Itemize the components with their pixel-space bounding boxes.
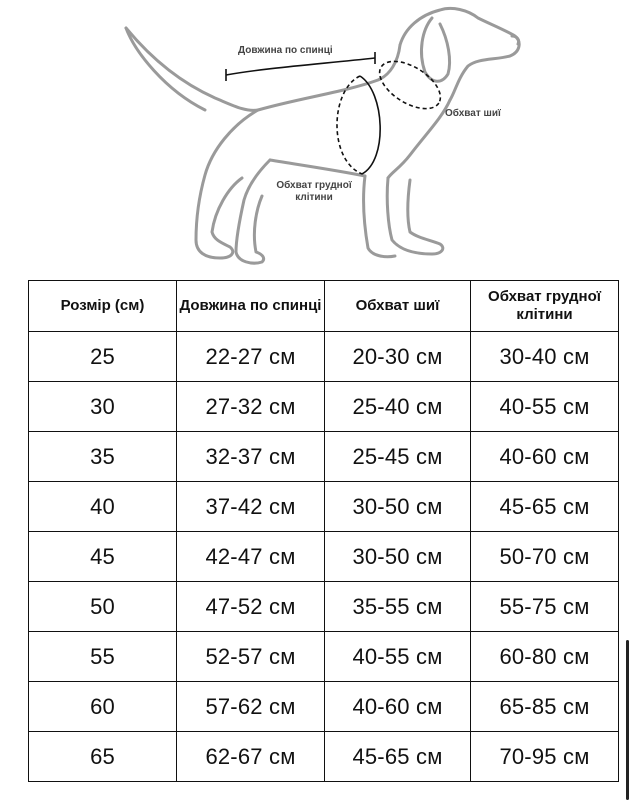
scrollbar-thumb[interactable] bbox=[626, 640, 629, 800]
cell-neck: 25-45 см bbox=[325, 432, 471, 482]
cell-neck: 45-65 см bbox=[325, 732, 471, 782]
cell-neck: 25-40 см bbox=[325, 382, 471, 432]
cell-chest: 45-65 см bbox=[471, 482, 619, 532]
cell-back-length: 22-27 см bbox=[177, 332, 325, 382]
cell-neck: 20-30 см bbox=[325, 332, 471, 382]
header-back-length: Довжина по спинці bbox=[177, 281, 325, 332]
cell-chest: 30-40 см bbox=[471, 332, 619, 382]
cell-neck: 30-50 см bbox=[325, 532, 471, 582]
table-row bbox=[29, 332, 619, 382]
header-size: Розмір (см) bbox=[29, 281, 177, 332]
header-chest: Обхват грудної клітини bbox=[471, 281, 619, 332]
cell-chest: 65-85 см bbox=[471, 682, 619, 732]
cell-size: 45 bbox=[29, 532, 177, 582]
table-row bbox=[29, 582, 619, 632]
cell-size: 30 bbox=[29, 382, 177, 432]
dog-outline-icon bbox=[0, 0, 635, 275]
cell-back-length: 42-47 см bbox=[177, 532, 325, 582]
cell-back-length: 32-37 см bbox=[177, 432, 325, 482]
table-header-row bbox=[29, 281, 619, 332]
cell-neck: 40-60 см bbox=[325, 682, 471, 732]
cell-back-length: 52-57 см bbox=[177, 632, 325, 682]
size-table-container bbox=[28, 280, 619, 782]
cell-size: 35 bbox=[29, 432, 177, 482]
table-row bbox=[29, 682, 619, 732]
cell-neck: 30-50 см bbox=[325, 482, 471, 532]
cell-chest: 40-60 см bbox=[471, 432, 619, 482]
dog-measurement-diagram bbox=[0, 0, 635, 275]
cell-back-length: 47-52 см bbox=[177, 582, 325, 632]
cell-neck: 40-55 см bbox=[325, 632, 471, 682]
cell-chest: 60-80 см bbox=[471, 632, 619, 682]
cell-chest: 70-95 см bbox=[471, 732, 619, 782]
table-row bbox=[29, 632, 619, 682]
cell-chest: 50-70 см bbox=[471, 532, 619, 582]
chest-girth-label: Обхват грудної клітини bbox=[276, 180, 352, 203]
cell-size: 25 bbox=[29, 332, 177, 382]
table-row bbox=[29, 482, 619, 532]
cell-back-length: 27-32 см bbox=[177, 382, 325, 432]
cell-back-length: 37-42 см bbox=[177, 482, 325, 532]
table-row bbox=[29, 532, 619, 582]
cell-size: 50 bbox=[29, 582, 177, 632]
table-row bbox=[29, 732, 619, 782]
cell-back-length: 57-62 см bbox=[177, 682, 325, 732]
cell-size: 40 bbox=[29, 482, 177, 532]
table-row bbox=[29, 432, 619, 482]
cell-chest: 40-55 см bbox=[471, 382, 619, 432]
cell-neck: 35-55 см bbox=[325, 582, 471, 632]
cell-size: 55 bbox=[29, 632, 177, 682]
neck-girth-label: Обхват шиї bbox=[445, 108, 501, 119]
cell-chest: 55-75 см bbox=[471, 582, 619, 632]
back-length-label: Довжина по спинці bbox=[238, 45, 333, 56]
cell-back-length: 62-67 см bbox=[177, 732, 325, 782]
header-neck: Обхват шиї bbox=[325, 281, 471, 332]
table-row bbox=[29, 382, 619, 432]
cell-size: 65 bbox=[29, 732, 177, 782]
cell-size: 60 bbox=[29, 682, 177, 732]
size-table bbox=[28, 280, 619, 782]
